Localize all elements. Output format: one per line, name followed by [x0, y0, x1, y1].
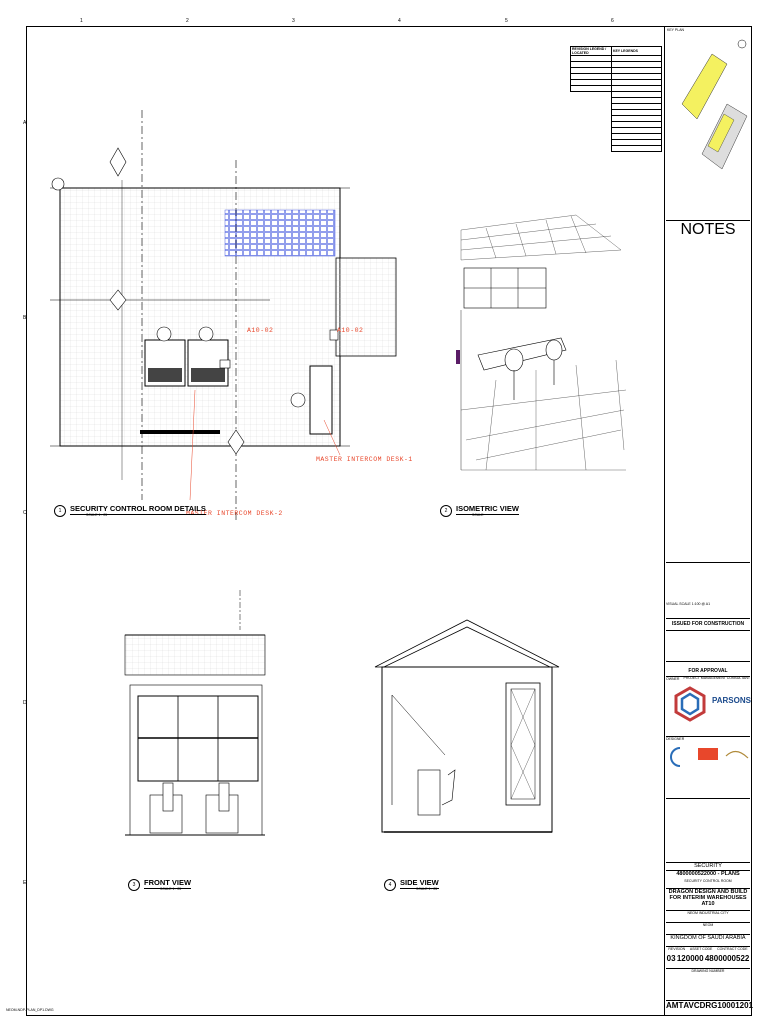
- issue-table: [666, 630, 750, 662]
- drawing-number-label: DRAWING NUMBER: [666, 968, 750, 973]
- legend-header-1: REVISION LEGEND / LOCATED: [571, 47, 612, 56]
- grid-letter: A: [23, 120, 27, 126]
- region: NEOM: [666, 922, 750, 927]
- view-title-text: SECURITY CONTROL ROOM DETAILS: [70, 504, 206, 513]
- designer-logos: [668, 744, 752, 774]
- asset-value: 120000: [676, 954, 704, 963]
- code-values: [666, 954, 750, 963]
- parsons-logo: PARSONS: [712, 696, 751, 705]
- view-title-text: FRONT VIEW: [144, 878, 192, 887]
- front-view-title: [128, 878, 191, 891]
- notes-label: NOTES: [666, 220, 750, 239]
- grid-number: 2: [186, 18, 189, 24]
- front-view-drawing: [120, 590, 270, 850]
- code-1: AMT: [666, 1001, 684, 1010]
- section-tag-a: A10-02: [247, 327, 274, 334]
- discipline: SECURITY: [666, 862, 750, 869]
- grid-letter: B: [23, 315, 27, 321]
- view-title-text: SIDE VIEW: [400, 878, 439, 887]
- grid-number: 1: [80, 18, 83, 24]
- designer-label: DESIGNER: [666, 736, 750, 741]
- legend-header-2: KEY LEGENDS: [611, 47, 661, 56]
- grid-number: 4: [398, 18, 401, 24]
- neom-logo: [672, 686, 708, 724]
- drawing-title: 4800000522000 - PLANS: [666, 870, 750, 877]
- code-2: AVC: [683, 1001, 700, 1010]
- contract-label: CONTRACT CODE: [717, 947, 748, 951]
- owner-label: OWNER: [666, 676, 750, 681]
- view-scale: SCALE: [472, 513, 484, 517]
- drawing-number: [666, 1000, 754, 1010]
- contract-value: 4800000522: [704, 954, 750, 963]
- code-3: DRG: [699, 1001, 718, 1010]
- code-5: 01: [744, 1001, 754, 1010]
- desk1-label: MASTER INTERCOM DESK-1: [316, 456, 413, 463]
- issued-label: ISSUED FOR CONSTRUCTION: [666, 618, 750, 627]
- grid-letter: D: [23, 700, 27, 706]
- view-title-text: ISOMETRIC VIEW: [456, 504, 519, 513]
- view-number: 3: [128, 879, 140, 891]
- isometric-view-drawing: [456, 210, 631, 475]
- for-approval: FOR APPROVAL: [688, 668, 728, 674]
- view-number: 2: [440, 505, 452, 517]
- pmc-label: PROJECT MANAGEMENT CONSULTANT: [683, 676, 750, 680]
- view-scale: SCALE 1 : 25: [416, 887, 438, 891]
- asset-label: ASSET CODE: [689, 947, 713, 951]
- visual-scale: VISUAL SCALE 1:100 @ A1: [666, 602, 711, 606]
- file-name: NEOM-NDP-PLAN_DP1.DWG: [6, 1008, 54, 1012]
- view-number: 1: [54, 505, 66, 517]
- iso-view-title: [440, 504, 519, 517]
- city: NEOM INDUSTRIAL CITY: [666, 910, 750, 915]
- grid-letter: E: [23, 880, 27, 886]
- side-view-drawing: [370, 615, 565, 835]
- code-4: 100012: [717, 1001, 745, 1010]
- desk2-label: MASTER INTERCOM DESK-2: [186, 510, 283, 517]
- view-scale: SCALE 1 : 25: [86, 513, 108, 517]
- section-tag-b: A10-02: [337, 327, 364, 334]
- side-view-title: [384, 878, 439, 891]
- plan-view-drawing: [40, 100, 420, 530]
- grid-number: 3: [292, 18, 295, 24]
- rev-table: [666, 562, 750, 583]
- code-labels: [666, 946, 750, 951]
- grid-number: 5: [505, 18, 508, 24]
- grid-number: 6: [611, 18, 614, 24]
- rev-label: REVISION: [668, 947, 686, 951]
- signature-table: [666, 798, 750, 849]
- keyplan-label: KEY PLAN: [667, 28, 685, 32]
- country: KINGDOM OF SAUDI ARABIA: [666, 934, 750, 941]
- drawing-subtitle: SECURITY CONTROL ROOM: [684, 879, 732, 883]
- legend-table: [570, 46, 662, 166]
- view-scale: SCALE 1 : 25: [160, 887, 182, 891]
- grid-letter: C: [23, 510, 27, 516]
- view-number: 4: [384, 879, 396, 891]
- project-name: DRAGON DESIGN AND BUILD FOR INTERIM WAREHOUSES AT10: [666, 888, 750, 907]
- keyplan-drawing: [672, 34, 752, 184]
- plan-view-title: [54, 504, 206, 517]
- rev-value: 03: [666, 954, 676, 963]
